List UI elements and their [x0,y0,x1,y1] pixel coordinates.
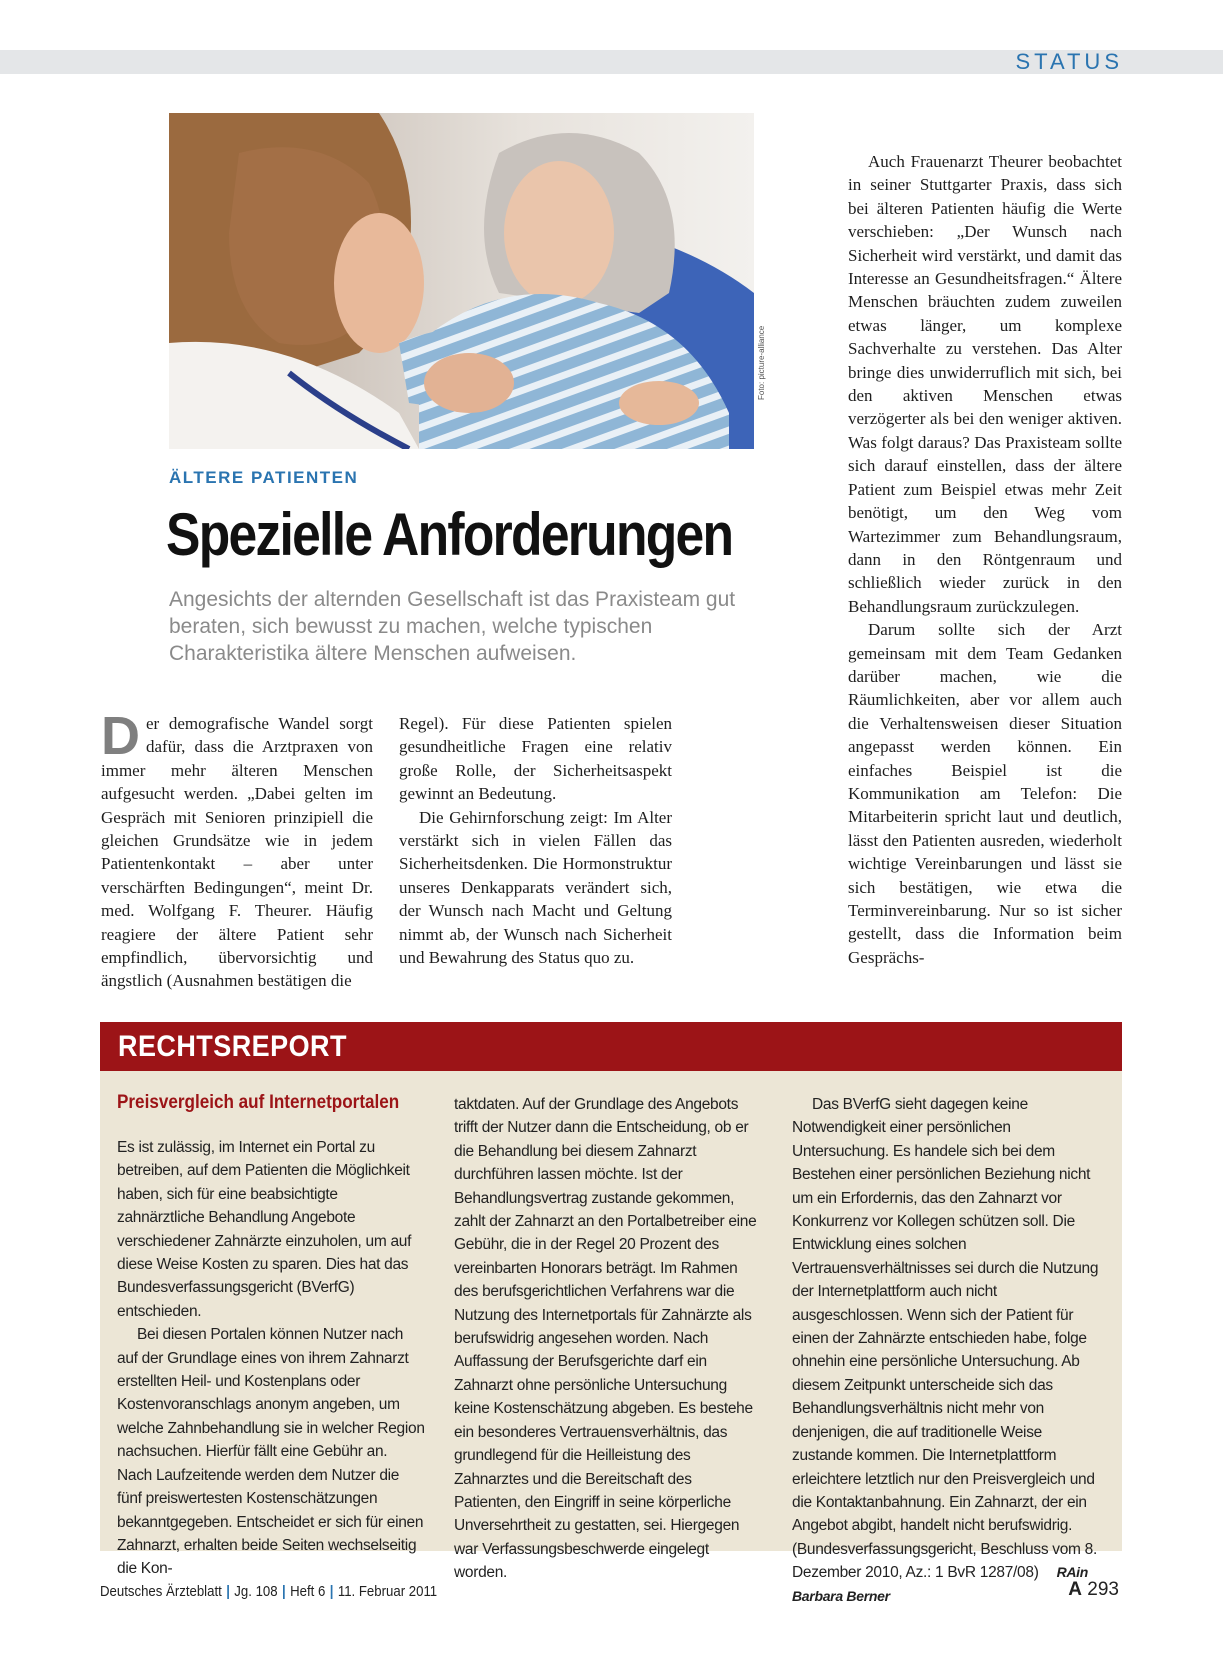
article-paragraph: Darum sollte sich der Arzt gemeinsam mit dem Team Gedanken darüber machen, wie die Räumlichkeiten, aber vor allem auch die Verhaltensweisen dieser Situation angepasst werden können. Ein einfaches Beispiel ist die Kommunikation am Telefon: Die Mitarbeiterin spricht laut und deutlich, lässt den Patienten ausreden, wiederholt wichtige Vereinbarungen und lässt sie sich bestätigen, wie etwa die Terminvereinbarung. Nur so ist sicher gestellt, dass die Information beim Gesprächs- [848,620,1122,967]
journal-issue: Heft 6 [290,1583,326,1600]
article-photo [169,113,754,449]
box-text: Das BVerfG sieht dagegen keine Notwendigkeit einer persönlichen Untersuchung. Es handele sich bei dem Bestehen einer persönlichen Beziehung nicht um ein Erfordernis, das den Zahnarzt vor Konkurrenz vor Kollegen schützen soll. Die Entwicklung eines solchen Vertrauensverhältnisses sei durch die Nutzung der Internetplattform auch nicht ausgeschlossen. Wenn sich der Patient für einen der Zahnärzte entschieden habe, folge ohnehin eine persönliche Untersuchung. Ab diesem Zeitpunkt unterscheide sich das Behandlungsverhältnis nicht mehr von denjenigen, die auf traditionelle Weise zustande kommen. Die Internetplattform erleichtere letztlich nur den Preisvergleich und die Kontaktanbahnung. Ein Zahnarzt, der ein Angebot abgibt, handelt nicht berufswidrig. (Bundesverfassungsgericht, Beschluss vom 8. Dezember 2010, Az.: 1 BvR 1287/08) [792,1096,1099,1582]
section-label: STATUS [1015,49,1123,74]
box-paragraph: Bei diesen Portalen können Nutzer nach auf der Grundlage eines von ihrem Zahnarzt erstellten Heil- und Kostenplans oder Kostenvoranschlags anonym angeben, um welche Zahnbehandlung sie in welcher Region nachsuchen. Hierfür fällt eine Gebühr an. Nach Laufzeitende werden dem Nutzer die fünf preiswertesten Kostenschätzungen bekanntgegeben. Entscheidet er sich für einen Zahnarzt, erhalten beide Seiten wechselseitig die Kon- [117,1326,425,1578]
box-column-1 [117,1136,425,1581]
article-kicker: ÄLTERE PATIENTEN [169,468,359,487]
box-title: RECHTSREPORT [118,1030,347,1063]
box-paragraph: taktdaten. Auf der Grundlage des Angebots trifft der Nutzer dann die Entscheidung, ob er die Behandlung bei diesem Zahnarzt durchführen lassen möchte. Ist der Behandlungsvertrag zustande gekommen, zahlt der Zahnarzt an den Portalbetreiber eine Gebühr, die in der Regel 20 Prozent des vereinbarten Honorars beträgt. Im Rahmen des berufsgerichtlichen Verfahrens war die Nutzung des Internetportals für Zahnärzte als berufswidrig angesehen worden. Nach Auffassung der Berufsgerichte darf ein Zahnarzt ohne persönliche Untersuchung keine Kostenschätzung abgeben. Es bestehe ein besonderes Vertrauensverhältnis, das grundlegend für die Heilleistung des Zahnarztes und die Bereitschaft des Patienten, den Eingriff in seine körperliche Unversehrtheit zu gestatten, sei. Hiergegen war Verfassungsbeschwerde eingelegt worden. [454,1096,757,1582]
page-number [1068,1579,1119,1601]
separator: | [282,1583,286,1600]
box-header [100,1022,1122,1071]
box-column-2 [454,1093,762,1585]
page-prefix: A [1068,1579,1083,1600]
article-column-1 [101,706,373,993]
box-author: RAin Barbara Berner [792,1564,1089,1604]
separator: | [329,1583,334,1600]
box-paragraph [792,1093,1100,1608]
photo-illustration [169,113,754,449]
box-subhead: Preisvergleich auf Internetportalen [117,1092,400,1113]
photo-credit: Foto: picture-alliance [757,325,766,400]
separator: | [226,1583,230,1600]
article-paragraph: Die Gehirnforschung zeigt: Im Alter verstärkt sich in vielen Fällen das Sicherheitsdenken. Die Hormonstruktur unseres Denkapparats verändert sich, der Wunsch nach Macht und Geltung nimmt ab, der Wunsch nach Sicherheit und Bewahrung des Status quo zu. [399,807,672,968]
article-headline: Spezielle Anforderungen [166,501,733,568]
article-text: er demografische Wandel sorgt dafür, dass die Arztpraxen von immer mehr älteren Menschen aufgesucht werden. „Dabei gelten im Gespräch mit Senioren prinzipiell die gleichen Grundsätze wie in jedem Patientenkontakt – aber unter verschärften Bedingungen“, meint Dr. med. Wolfgang F. Theurer. Häufig reagiere der ältere Patient sehr empfindlich, übervorsichtig und ängstlich (Ausnahmen bestätigen die [101,714,373,991]
box-paragraph: Es ist zulässig, im Internet ein Portal zu betreiben, auf dem Patienten die Möglichkeit haben, sich für eine beabsichtigte zahnärztliche Behandlung Angebote verschiedener Zahnärzte einzuholen, um auf diese Weise Kosten zu sparen. Dies hat das Bundesverfassungsgericht (BVerfG) entschieden. [117,1139,412,1320]
box-column-3 [792,1093,1100,1608]
journal-date: 11. Februar 2011 [337,1583,438,1600]
article-column-3 [848,150,1122,969]
journal-name: Deutsches Ärzteblatt [100,1583,222,1600]
drop-cap: D [101,706,140,766]
page-number-value: 293 [1087,1579,1119,1600]
article-lead: Angesichts der alternden Gesellschaft ist das Praxisteam gut beraten, sich bewusst zu machen, welche typischen Charakteristika ältere Menschen aufweisen. [169,588,736,665]
article-paragraph: Regel). Für diese Patienten spielen gesundheitliche Fragen eine relativ große Rolle, der Sicherheitsaspekt gewinnt an Bedeutung. [399,714,672,804]
article-column-2 [399,712,672,969]
footer [100,1583,437,1600]
article-paragraph: Auch Frauenarzt Theurer beobachtet in seiner Stuttgarter Praxis, dass sich bei älteren Patienten häufig die Werte verschieben: „Der Wunsch nach Sicherheit wird verstärkt, und damit das Interesse an Gesundheitsfragen.“ Ältere Menschen bräuchten zudem zuweilen etwas länger, um komplexe Sachverhalte zu verstehen. Das Alter bringe dies unwiderruflich mit sich, bei den aktiven Menschen etwas verzögerter als bei den weniger aktiven. Was folgt daraus? Das Praxisteam sollte sich darauf einstellen, dass der ältere Patient zum Beispiel etwas mehr Zeit benötigt, um den Weg vom Wartezimmer zum Behandlungsraum, dann in den Röntgenraum und schließlich wieder zurück in den Behandlungsraum zurückzulegen. [848,152,1122,616]
journal-volume: Jg. 108 [234,1583,278,1600]
